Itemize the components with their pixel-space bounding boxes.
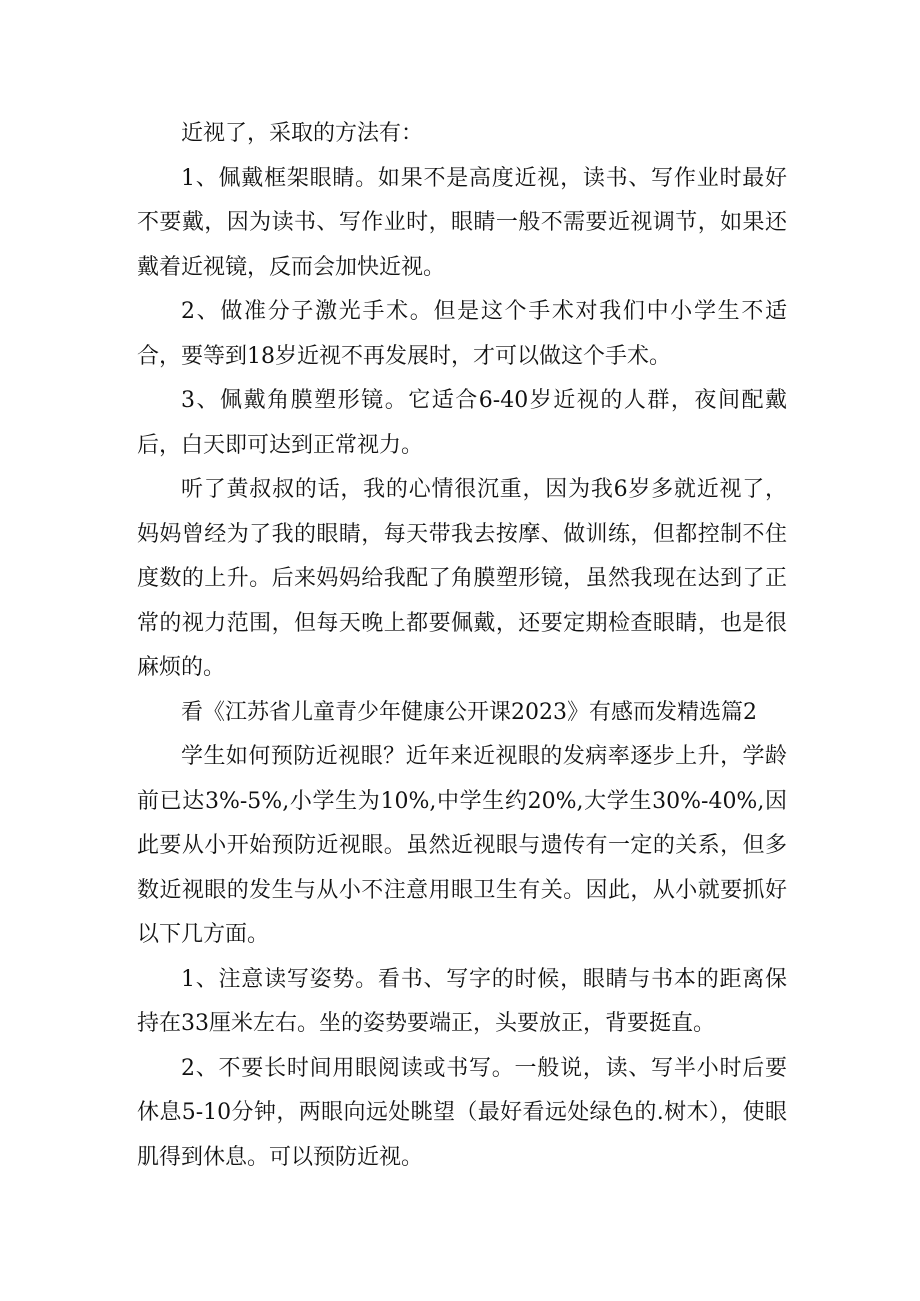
paragraph-methods-intro: 近视了，采取的方法有：: [181, 121, 424, 146]
section-heading-part-2: 看《江苏省儿童青少年健康公开课2023》有感而发精选篇2: [181, 699, 757, 725]
paragraph-frame-glasses: 1、佩戴框架眼睛。如果不是高度近视，读书、写作业时最好不要戴，因为读书、写作业时，眼睛一般不需要近视调节，如果还戴着近视镜，反而会加快近视。: [137, 165, 787, 280]
paragraph-prevention-intro: 学生如何预防近视眼？近年来近视眼的发病率逐步上升，学龄前已达3%-5%,小学生为10%,中学生约20%,大学生30%-40%,因此要从小开始预防近视眼。虽然近视眼与遗传有一定的关系，但多数近视眼的发生与从小不注意用眼卫生有关。因此，从小就要抓好以下几方面。: [137, 744, 787, 947]
document-body: [137, 112, 787, 1180]
paragraph-reading-posture: 1、注意读写姿势。看书、写字的时候，眼睛与书本的距离保持在33厘米左右。坐的姿势要端正，头要放正，背要挺直。: [137, 966, 787, 1036]
paragraph-personal-story: 听了黄叔叔的话，我的心情很沉重，因为我6岁多就近视了，妈妈曾经为了我的眼睛，每天带我去按摩、做训练，但都控制不住度数的上升。后来妈妈给我配了角膜塑形镜，虽然我现在达到了正常的视力范围，但每天晚上都要佩戴，还要定期检查眼睛，也是很麻烦的。: [137, 477, 787, 680]
paragraph-laser-surgery: 2、做准分子激光手术。但是这个手术对我们中小学生不适合，要等到18岁近视不再发展时，才可以做这个手术。: [137, 299, 787, 369]
paragraph-ortho-lens: 3、佩戴角膜塑形镜。它适合6-40岁近视的人群，夜间配戴后，白天即可达到正常视力。: [137, 388, 787, 458]
paragraph-rest-eyes: 2、不要长时间用眼阅读或书写。一般说，读、写半小时后要休息5-10分钟，两眼向远处眺望（最好看远处绿色的.树木），使眼肌得到休息。可以预防近视。: [137, 1055, 787, 1170]
